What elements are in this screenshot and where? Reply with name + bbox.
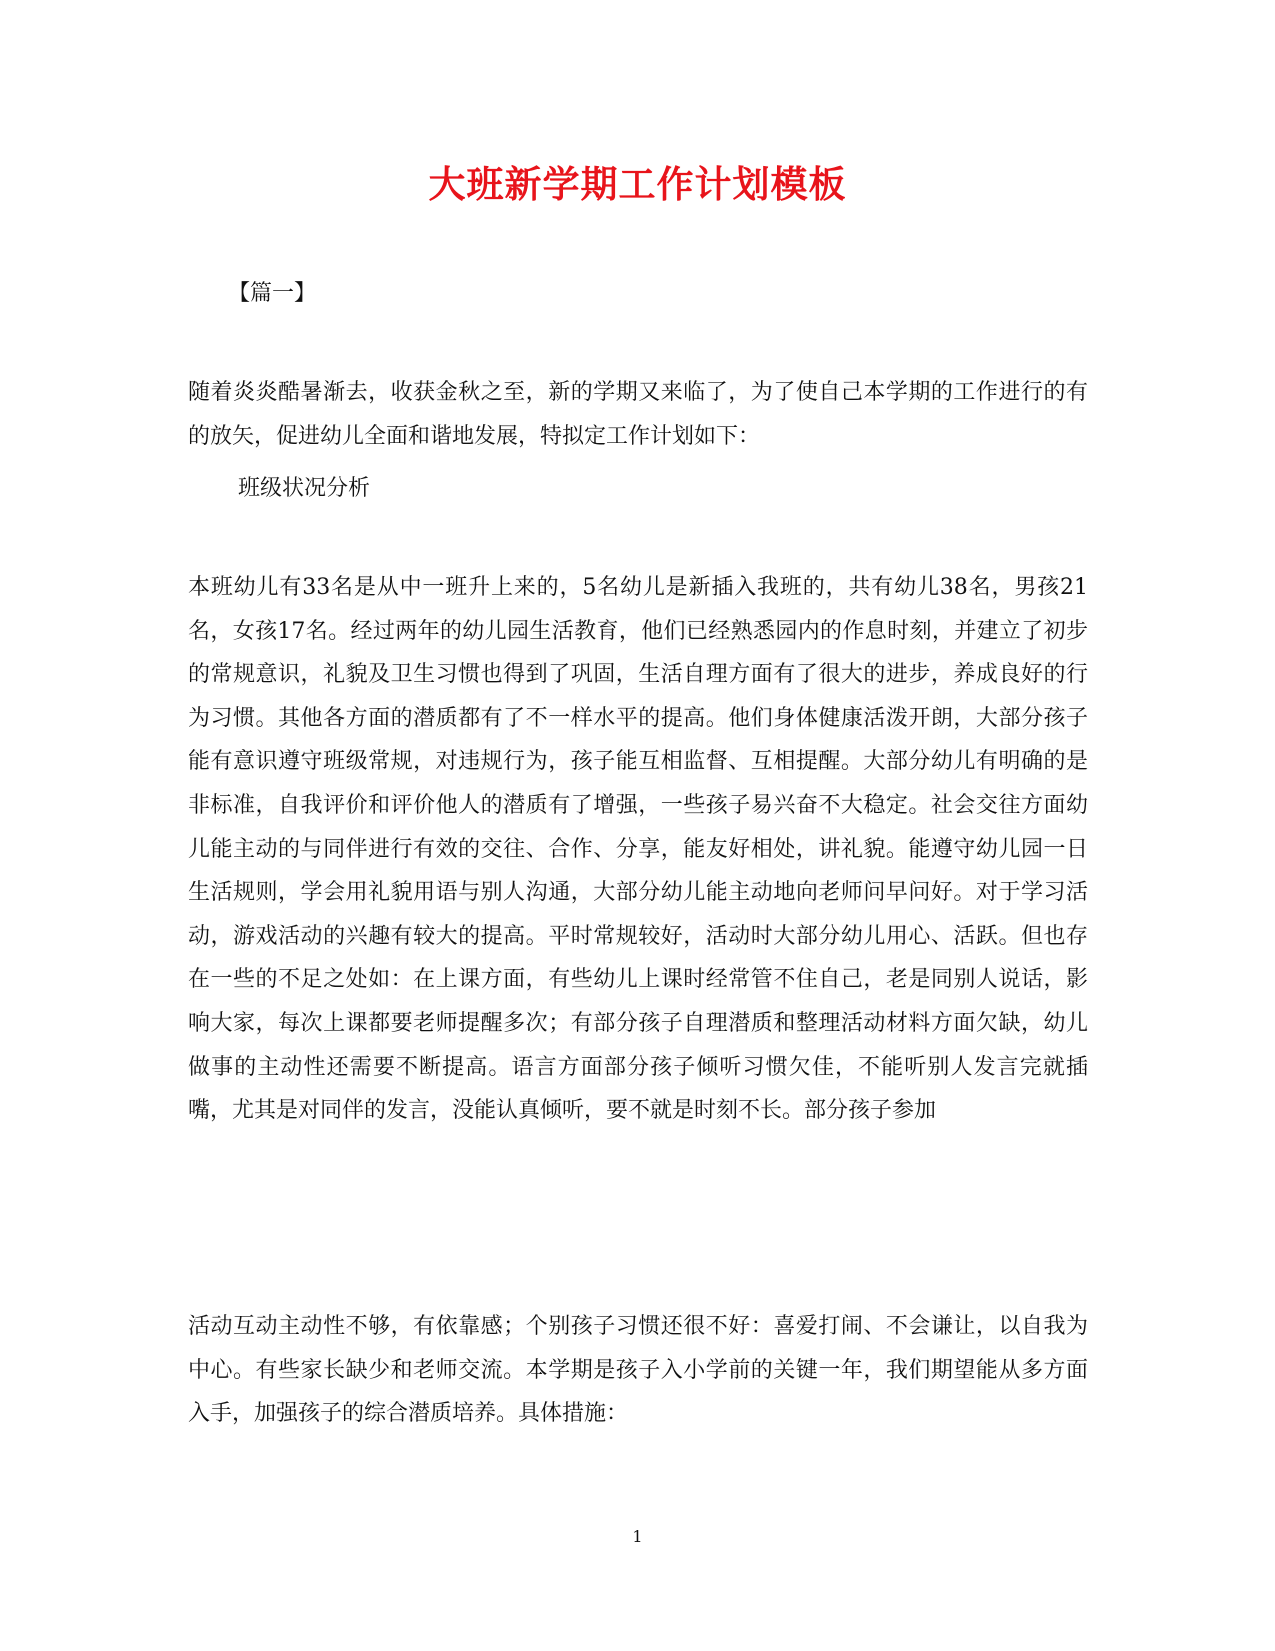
page-number: 1	[632, 1527, 643, 1546]
analysis-paragraph: 本班幼儿有33名是从中一班升上来的，5名幼儿是新插入我班的，共有幼儿38名，男孩21名，女孩17名。经过两年的幼儿园生活教育，他们已经熟悉园内的作息时刻，并建立了初步的常规意识，礼貌及卫生习惯也得到了巩固，生活自理方面有了很大的进步，养成良好的行为习惯。其他各方面的潜质都有了不一样水平的提高。他们身体健康活泼开朗，大部分孩子能有意识遵守班级常规，对违规行为，孩子能互相监督、互相提醒。大部分幼儿有明确的是非标准，自我评价和评价他人的潜质有了增强，一些孩子易兴奋不大稳定。社会交往方面幼儿能主动的与同伴进行有效的交往、合作、分享，能友好相处，讲礼貌。能遵守幼儿园一日生活规则，学会用礼貌用语与别人沟通，大部分幼儿能主动地向老师问早问好。对于学习活动，游戏活动的兴趣有较大的提高。平时常规较好，活动时大部分幼儿用心、活跃。但也存在一些的不足之处如：在上课方面，有些幼儿上课时经常管不住自己，老是同别人说话，影响大家，每次上课都要老师提醒多次；有部分孩子自理潜质和整理活动材料方面欠缺，幼儿做事的主动性还需要不断提高。语言方面部分孩子倾听习惯欠佳，不能听别人发言完就插嘴，尤其是对同伴的发言，没能认真倾听，要不就是时刻不长。部分孩子参加	[188, 575, 1088, 1124]
intro-paragraph: 随着炎炎酷暑渐去，收获金秋之至，新的学期又来临了，为了使自己本学期的工作进行的有的放矢，促进幼儿全面和谐地发展，特拟定工作计划如下：	[188, 380, 1088, 449]
continuation-paragraph: 活动互动主动性不够，有依靠感；个别孩子习惯还很不好：喜爱打闹、不会谦让，以自我为中心。有些家长缺少和老师交流。本学期是孩子入小学前的关键一年，我们期望能从多方面入手，加强孩子的综合潜质培养。具体措施：	[188, 1314, 1088, 1427]
subheading-class-analysis: 班级状况分析	[238, 476, 371, 501]
document-title: 大班新学期工作计划模板	[428, 162, 847, 206]
section-label: 【篇一】	[228, 281, 317, 306]
